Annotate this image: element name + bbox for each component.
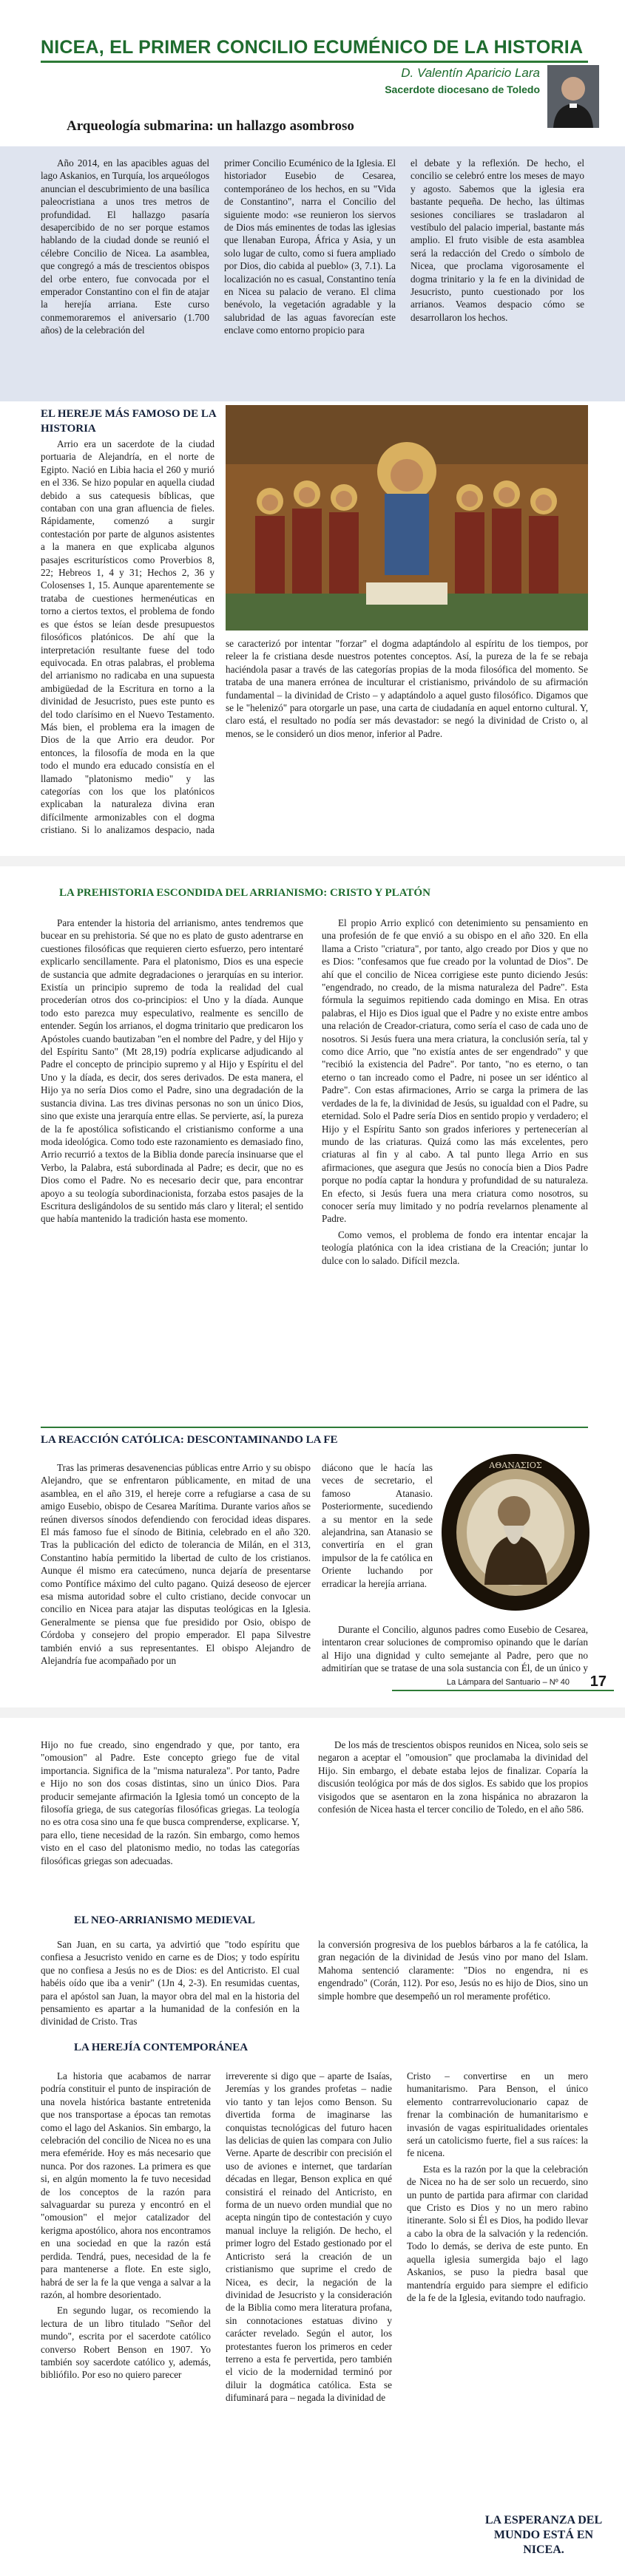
section5-column-2: irreverente si digo que – aparte de Isaías, Jeremías y los grandes profetas – nadie vio tanto y tan lejos como Benson. Su divertida forma de imaginarse las conquistas tecnológicas del futuro hacen las delicias de quien las compara con Julio Verne. Aparte de describir con precisión el uso de aviones e internet, que tardarían décadas en llegar, Benson explica en qué consistirá el reinado del Anticristo, en forma de un nuevo orden mundial que no acepta ningún tipo de contestación y cuyo manual incluye la religión. De hecho, el primer logro del Estado gestionado por el Anticristo será la creación de un cristianismo que suprime el credo de Nicea, es decir, la negación de la divinidad de Jesucristo y la consideración de la Biblia como mera literatura profana, sin connotaciones estatuas divino y carácter revelado. Según el autor, los protestantes fueron los primeros en ceder terreno a esta fe pervertida, pero también el vicio de la modernidad terminó por diluir la dogmática católica. Esta se difuminará para – negada la divinidad de xyxy=(226,2070,392,2404)
section5-column-1: La historia que acabamos de narrar podría constituir el punto de inspiración de una novela histórica bastante entretenida que nos transportase a épocas tan remotas como el lago del Askanios. Sin embargo, la celebración del concilio de Nicea no es una mera efeméride. Hoy es más necesario que nunca. Por dos razones. La primera es que si, en algún momento la fe tuvo necesidad de los conceptos de la razón para salvaguardar su pureza y encontró en el "omousion" el mejor catalizador del kerigma apostólico, ahora nos encontramos en una sociedad en que la razón está perdida. Tendrá, pues, necesidad de la fe para mantenerse a flote. En este siglo, habrá de ser la fe la que venga a salvar a la razón, al hombre desorientado. En segundo lugar, os recomiendo la lectura de un libro titulado "Señor del mundo", escrita por el sacerdote católico converso Robert Benson en 1907. Yo también soy sacerdote católico y, además, bibliófilo. Por eso no quiero parecer xyxy=(41,2070,211,2381)
section-heading-reaccion: LA REACCIÓN CATÓLICA: DESCONTAMINANDO LA FE xyxy=(41,1434,338,1446)
section5-column-3: Cristo – convertirse en un mero humanitarismo. Para Benson, el único elemento contrarrevolucionario capaz de frenar la combinación de humanitarismo e invasión de vagas espiritualidades orientales será un catolicismo fuerte, fiel a sus raíces: la fe nicena. Esta es la razón por la que la celebración de Nicea no ha de ser solo un recuerdo, sino un punto de partida para afirmar con claridad que Cristo es Dios y no un mero rabino itinerante. Solo si Él es Dios, ha podido llevar a cabo la obra de la salvación y la redención. Todo lo demás, se deriva de este punto. En aquella iglesia sumergida bajo el lago Askanios, se puso la piedra basal que mantendría erguido para siempre el edificio de la fe de la Iglesia, evitando todo naufragio. xyxy=(407,2070,588,2303)
page-separator-1 xyxy=(0,856,625,866)
section-heading-hereje: EL HEREJE MÁS FAMOSO DE LA HISTORIA xyxy=(41,408,216,435)
section-rule xyxy=(41,1427,588,1428)
section-heading-herejia-contemporanea: LA HEREJÍA CONTEMPORÁNEA xyxy=(74,2042,249,2053)
author-name: D. Valentín Aparicio Lara xyxy=(401,66,540,80)
section4-column-2: la conversión progresiva de los pueblos bárbaros a la fe católica, la gran negación de la divinidad de Jesús vino por mano del Islam. Mahoma sentenció claramente: "Dios no engendra, ni es engendrado" (Corán, 112). Por eso, Jesús no es hijo de Dios, sino un simple hombre que desempeñó un rol meramente profético. xyxy=(318,1939,588,2002)
article-subtitle: Arqueología submarina: un hallazgo asombroso xyxy=(67,118,354,134)
article-title: NICEA, EL PRIMER CONCILIO ECUMÉNICO DE LA HISTORIA xyxy=(41,37,584,58)
author-role: Sacerdote diocesano de Toledo xyxy=(385,84,540,95)
intro-column-1: Año 2014, en las apacibles aguas del lago Askanios, en Turquía, los arqueólogos anuncian el descubrimiento de una basílica paleocristiana a unos tres metros de profundidad. El hallazgo pasaría desapercibido de no ser porque estamos hablando de la ciudad donde se reunió el célebre Concilio de Nicea. La asamblea, que congregó a más de trescientos obispos del orbe entero, fue convocada por el emperador Constantino con el fin de atajar la herejía arriana. Este curso conmemoraremos el aniversario (1.700 años) de la celebración del xyxy=(41,157,209,336)
intro-column-3: el debate y la reflexión. De hecho, el concilio se celebró entre los meses de mayo y agosto. Sabemos que la iglesia era bastante pequeña. De hecho, las últimas sesiones conciliares se trasladaron al vestíbulo del palacio imperial, bastante más amplio. El fruto visible de esta asamblea será la redacción del Credo o símbolo de Nicea, que proclama vigorosamente el dogma trinitario y la fe en la divinidad de Jesucristo, punto cuestionado por los arrianos. Veamos despacio cómo se desarrollaron los hechos. xyxy=(411,157,584,323)
title-rule xyxy=(41,61,588,63)
magazine-name: La Lámpara del Santuario – Nº 40 xyxy=(446,1678,570,1687)
footer-rule xyxy=(392,1690,614,1691)
page-footer xyxy=(392,1672,614,1691)
section2-column-1: Para entender la historia del arrianismo, antes tendremos que bucear en su prehistoria. Sé que no es plato de gusto adentrarse en cuestiones filosóficas que requieren cierto esfuerzo, pero intentaré explicarlo sencillamente. Para el platonismo, Dios es una especie de sustancia que admite degradaciones o jerarquías en su interior. Existía un principio supremo de toda la realidad del cual procederían otros dos co-principios: el Uno y la díada. Aunque todo esto parezca muy especulativo, realmente es sencillo de entender. Según los arrianos, el dogma trinitario que predicaron los Apóstoles cuando bautizaban "en el nombre del Padre, y del Hijo y del Espíritu Santo" (Mt 28,19) podría explicarse adjudicando al Padre el concepto de principio supremo y al Hijo y Espíritu el del Uno y la díada, es decir, dos seres derivados. De esta manera, el Hijo ya no sería Dios como el Padre, sino una degradación de la sustancia divina. Las tres divinas personas no son un único Dios, sino que existe una jerarquía entre ellas. Se pervierte, así, la pureza de la fe apostólica sofisticando el cristianismo conforme a una moda ideológica. Como todo este razonamiento es demasiado fino, Arrio recurrió a textos de la Biblia donde parecía insinuarse que el Verbo, la Palabra, está subordinada al Padre; es decir, que no es Dios como el Padre. No es necesario decir que, para encontrar apoyo a su teología subordinacionista, forzaba estos pasajes de la Escritura desligándolos de su sentido más claro y literal; el sentido que había mantenido la tradición hasta ese momento. xyxy=(41,917,303,1225)
author-block xyxy=(385,65,540,98)
section3-column-2b: Durante el Concilio, algunos padres como Eusebio de Cesarea, intentaron crear soluciones de compromiso opinando que le darían al Hijo una dignidad y culto semejante al Padre, pero que no admitirían que se tratase de una sola sustancia con Él, de un único y xyxy=(322,1624,588,1674)
athanasius-medallion xyxy=(440,1452,592,1613)
section3-continued-column-1: Hijo no fue creado, sino engendrado y que, por tanto, era "omousion" al Padre. Este concepto griego fue de vital importancia. Significa de la "misma naturaleza". Por tanto, Padre e Hijo no son dos cosas distintas, sino un único Dios. Para producir semejante afirmación la Iglesia tomó un concepto de la filosofía griega, de sus categorías filosóficas griegas. La teología no es otra cosa sino una fe que busca comprenderse, explicarse. Y, para ello, tiene necesidad de la razón. Sin embargo, como hemos visto en el caso del platonismo medio, no todas las categorías filosóficas griegas son adecuadas. xyxy=(41,1739,300,1866)
section1-column-1: Arrio era un sacerdote de la ciudad portuaria de Alejandría, en el norte de Egipto. Nació en Libia hacia el 260 y murió en el 336. Se hizo popular en aquella ciudad debido a sus catequesis bíblicas, que contaban con una gran afluencia de fieles. Rápidamente, comenzó a surgir contestación por parte de algunos asistentes a la manera en que explicaba algunos pasajes escriturísticos como Proverbios 8, 22; Hebreos 1, 4 y 31; Hechos 2, 36 y Colosenses 1, 15. Aunque aparentemente se trataba de cuestiones hermenéuticas en torno a ciertos textos, el problema de fondo es que éstos se leían desde presupuestos filosóficos platónicos. De ahí que la interpretación resultante fuese del todo equivocada. En otras palabras, el problema del arrianismo no radicaba en una supuesta ambigüedad de la Escritura en torno a la divinidad de Jesucristo, pues este punto es del todo clarísimo en el Nuevo Testamento. Más bien, el problema era la imagen de Dios de la que Arrio era deudor. Por entonces, la filosofía de moda en la que todo el mundo era educado consistía en el llamado "platonismo medio" y las categorías con los que los platónicos explicaban la naturaleza divina eran difícilmente armonizables con el dogma cristiano. Si lo analizamos despacio, nada xyxy=(41,438,214,836)
section-heading-prehistoria: LA PREHISTORIA ESCONDIDA DEL ARRIANISMO: CRISTO Y PLATÓN xyxy=(59,887,430,899)
section2-column-2: El propio Arrio explicó con detenimiento su pensamiento en una profesión de fe que envió a su obispo en el año 320. En ella llama a Cristo "criatura", por tanto, algo creado por Dios y que no es Dios: "confesamos que fue creado por la voluntad de Dios". De ahí que el concilio de Nicea corrigiese este punto diciendo Jesús: "engendrado, no creado, de la misma naturaleza del Padre". Esta fórmula la seguimos repitiendo cada domingo en Misa. En otras palabras, el Hijo es Dios igual que el Padre y no existe entre ambos una relación de Creador-criatura, como sería el caso de cada uno de nosotros. Si Jesús fuera una mera criatura, la conclusión sería, tal y como dice Arrio, que "no existía antes de ser engendrado" y que "recibió la existencia del Padre". Por tanto, "no es eterno, o tan eterno o tan increado como el Padre, ni posee un ser idéntico al Padre". Con estas afirmaciones, Arrio se carga la primera de las verdades de la fe, la divinidad de Jesús, su igualdad con el Padre, su eternidad. Solo el Padre sería Dios en sentido propio y verdadero; el Hijo y el Espíritu Santo son grados inferiores y pertenecerían al mundo de las criaturas. Quizá como las más excelentes, pero criaturas al fin y al cabo. A tal punto llega Arrio en sus afirmaciones, que asegura que Jesús no conocía bien a Dios Padre porque no podía captar la hondura y profundidad de su naturaleza. En efecto, si Jesús fuera una mera criatura como nosotros, su conocer sería muy limitado y no podría revelarnos plenamente al Padre. Como vemos, el problema de fondo era intentar encajar la teología platónica con la idea cristiana de la Creación; juntar lo dulce con lo salado. Difícil mezcla. xyxy=(322,917,588,1266)
closing-statement: LA ESPERANZA DEL MUNDO ESTÁ EN NICEA. xyxy=(484,2514,603,2556)
section1-column-2: se caracterizó por intentar "forzar" el dogma adaptándolo al espíritu de los tiempos, por releer la fe cristiana desde nuestros potentes conceptos. Así, la pureza de la fe se rebaja haciéndola pasar a través de las categorías propias de la moda filosófica del momento. Se trataba de una manera errónea de inculturar el cristianismo, privándolo de su afirmación fundamental – la divinidad de Cristo – y adaptándolo a aquel gusto filosófico. Digamos que se le "helenizó" para otorgarle un pase, una carta de ciudadanía en aquel entorno cultural. Y, claro está, el resultado no podía ser más devastador: se negó la divinidad de Cristo o, al menos, se le consideró un dios menor, inferior al Padre. xyxy=(226,638,588,739)
page-number: 17 xyxy=(589,1673,607,1690)
section-heading-neoarrianismo: EL NEO-ARRIANISMO MEDIEVAL xyxy=(74,1914,255,1926)
section4-column-1: San Juan, en su carta, ya advirtió que "todo espíritu que confiesa a Jesucristo venido en carne es de Dios; y todo espíritu que no confiesa a Jesús no es de Dios: es del Anticristo. El cual habéis oído que iba a venir" (1Jn 4, 2-3). En resumidas cuentas, para el apóstol san Juan, la mayor obra del mal en la historia del pensamiento es apartar a la humanidad de la confesión en la divinidad de Cristo. Tras xyxy=(41,1939,300,2028)
page-separator-2 xyxy=(0,1707,625,1718)
section3-column-2a: diácono que le hacía las veces de secretario, el famoso Atanasio. Posteriormente, sucediendo a su mentor en la sede alejandrina, san Atanasio se convertiría en el gran impulsor de la fe católica en Oriente luchando por erradicar la herejía arriana. xyxy=(322,1462,433,1589)
medallion-inscription: ΑΘΑΝΑΣΙΟΣ xyxy=(489,1461,542,1470)
intro-column-2: primer Concilio Ecuménico de la Iglesia. El historiador Eusebio de Cesarea, contemporáneo de los hechos, en su "Vida de Constantino", narra el Concilio del siguiente modo: «se reunieron los siervos de Dios más eminentes de todas las iglesias que llenaban Europa, África y Asia, y un solo lugar de culto, como si fuera ampliado por Dios, dio cabida al pueblo» (3, 7.1). La localización no es casual, Constantino tenía en Nicea su palacio de verano. El clima benévolo, la vegetación agradable y la salubridad de las aguas favorecían este enclave como entorno propicio para xyxy=(224,157,396,336)
section3-column-1: Tras las primeras desavenencias públicas entre Arrio y su obispo Alejandro, que se enfrentaron públicamente, en mitad de una asamblea, en el año 319, el hereje corre a refugiarse a casa de su amigo Eusebio, obispo de Cesarea Marítima. Durante varios años se reúnen diversos sínodos defendiendo con ferocidad ideas dispares. El más famoso fue el sínodo de Bitinia, celebrado en el año 320. Tras la publicación del edicto de tolerancia de Milán, en el 313, Constantino había permitido la libertad de culto de los cristianos. Aunque él mismo era catecúmeno, nunca dejaría de presentarse como Pontífice máximo del culto pagano. Quizá deseoso de ejercer esa misma autoridad sobre el culto cristiano, decide convocar un concilio en Nicea para atajar las disputas teológicas en la Iglesia. Generalmente se piensa que fue presidido por Osio, obispo de Córdoba y consejero del propio emperador. El papa Silvestre también envió a sus representantes. El obispo Alejandro de Alejandría fue acompañado por un xyxy=(41,1462,311,1667)
icon-painting-council xyxy=(226,405,588,631)
author-photo xyxy=(547,65,599,128)
section3-continued-column-2: De los más de trescientos obispos reunidos en Nicea, solo seis se negaron a aceptar el "omousion" que proclamaba la divinidad del Hijo. Sin embargo, el debate estaba lejos de finalizar. Coparía la discusión teológica por más de dos siglos. Es sabido que los propios visigodos que se asentaron en la zona hispánica no abrazaron la confesión de Nicea hasta el tercer concilio de Toledo, en el año 586. xyxy=(318,1739,588,1815)
